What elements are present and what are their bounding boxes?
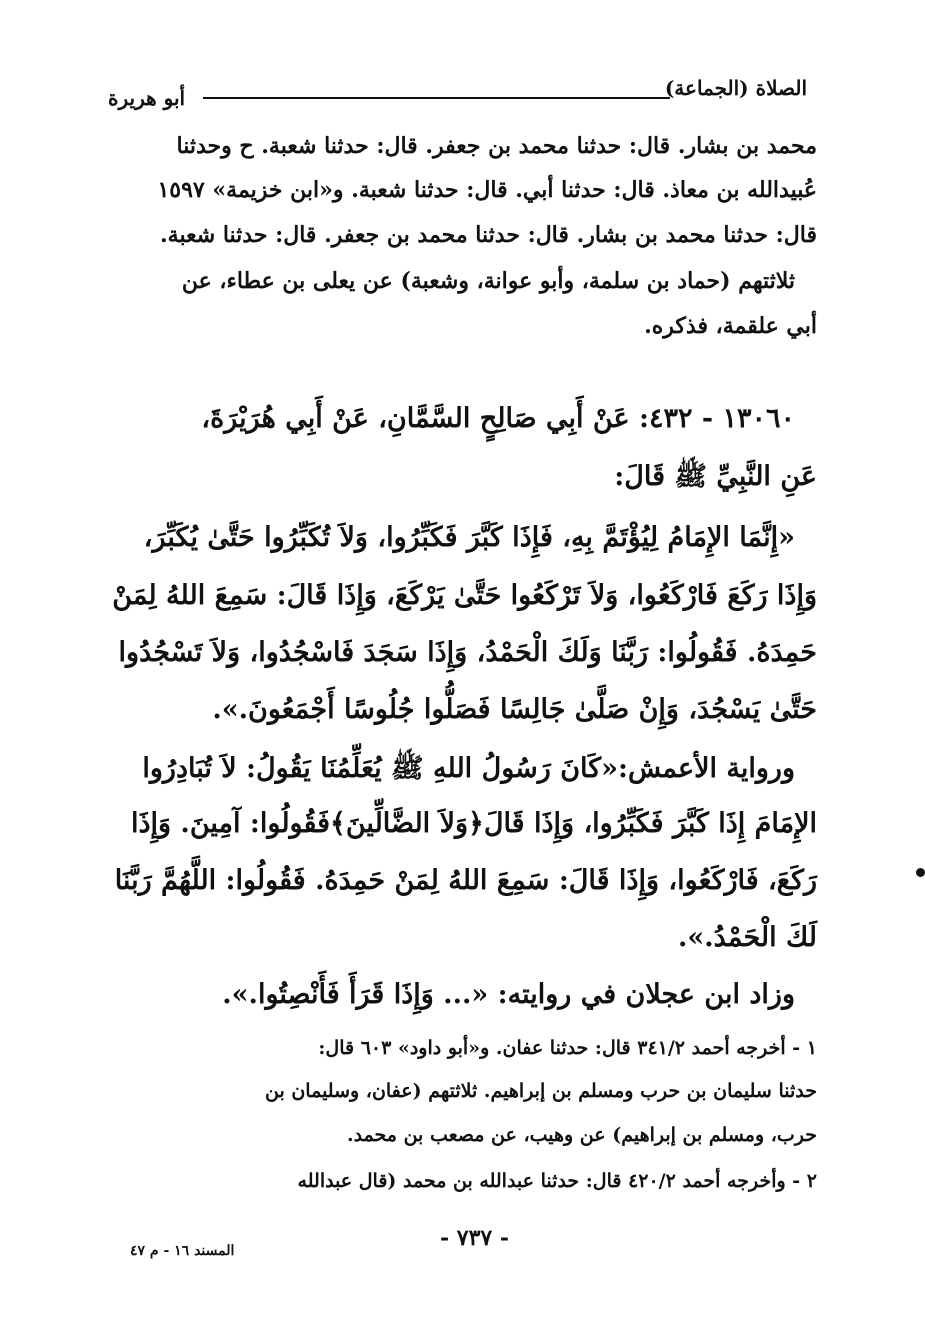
text-line: قال: حدثنا محمد بن بشار. قال: حدثنا محمد بن جعفر. قال: حدثنا شعبة.: [160, 222, 817, 248]
text-line: أبي علقمة، فذكره.: [644, 313, 817, 339]
text-line: ثلاثتهم (حماد بن سلمة، وأبو عوانة، وشعبة) عن يعلى بن عطاء، عن: [181, 268, 795, 294]
matn-line: رَكَعَ، فَارْكَعُوا، وَإِذَا قَالَ: سَمِعَ اللهُ لِمَنْ حَمِدَهُ. فَقُولُوا: اللَّهُمَّ رَبَّنَا: [114, 865, 817, 896]
matn-line: «إِنَّمَا الإِمَامُ لِيُؤْتَمَّ بِهِ، فَإِذَا كَبَّرَ فَكَبِّرُوا، وَلاَ تُكَبِّرُوا حَتَّىٰ يُكَبِّرَ،: [143, 522, 795, 553]
matn-line: لَكَ الْحَمْدُ.».: [678, 922, 817, 953]
matn-line: حَتَّىٰ يَسْجُدَ، وَإِنْ صَلَّىٰ جَالِسًا فَصَلُّوا جُلُوسًا أَجْمَعُونَ.».: [212, 694, 817, 725]
signature-mark: المسند ١٦ - م ٤٧: [130, 1243, 235, 1259]
header-rule: [203, 97, 670, 99]
hadith-heading-line: عَنِ النَّبِيِّ ﷺ قَالَ:: [614, 461, 817, 492]
footnote-line: ٢ - وأخرجه أحمد ٤٢٠/٢ قال: حدثنا عبدالله بن محمد (قال عبدالله: [297, 1170, 817, 1192]
page-number: - ٧٣٧ -: [440, 1225, 510, 1251]
margin-dot: [916, 868, 925, 877]
footnote-line: ١ - أخرجه أحمد ٣٤١/٢ قال: حدثنا عفان. و«أبو داود» ٦٠٣ قال:: [318, 1037, 817, 1059]
running-head-narrator: أبو هريرة: [108, 86, 186, 110]
text-line: عُبيدالله بن معاذ. قال: حدثنا أبي. قال: حدثنا شعبة. و«ابن خزيمة» ١٥٩٧: [157, 177, 817, 203]
matn-line: ورواية الأعمش:«كَانَ رَسُولُ اللهِ ﷺ يُعَلِّمُنَا يَقُولُ: لاَ تُبَادِرُوا: [142, 753, 795, 784]
matn-line: وَإِذَا رَكَعَ فَارْكَعُوا، وَلاَ تَرْكَعُوا حَتَّىٰ يَرْكَعَ، وَإِذَا قَالَ: سَمِعَ اللهُ لِمَنْ: [112, 580, 817, 611]
hadith-heading-line: ١٣٠٦٠ - ٤٣٢: عَنْ أَبِي صَالِحٍ السَّمَّانِ، عَنْ أَبِي هُرَيْرَةَ،: [201, 403, 795, 434]
text-line: محمد بن بشار. قال: حدثنا محمد بن جعفر. قال: حدثنا شعبة. ح وحدثنا: [176, 133, 817, 159]
running-head-section: الصلاة (الجماعة): [664, 76, 807, 100]
matn-line: الإِمَامَ إِذَا كَبَّرَ فَكَبِّرُوا، وَإِذَا قَالَ﴿وَلاَ الضَّالِّينَ﴾فَقُولُوا: آمِينَ. وَإِذَا: [130, 808, 817, 839]
footnote-line: حدثنا سليمان بن حرب ومسلم بن إبراهيم. ثلاثتهم (عفان، وسليمان بن: [264, 1080, 817, 1102]
matn-line: حَمِدَهُ. فَقُولُوا: رَبَّنَا وَلَكَ الْحَمْدُ، وَإِذَا سَجَدَ فَاسْجُدُوا، وَلاَ تَسْجُدُوا: [118, 637, 817, 668]
footnote-line: حرب، ومسلم بن إبراهيم) عن وهيب، عن مصعب بن محمد.: [346, 1124, 817, 1146]
matn-line: وزاد ابن عجلان في روايته: «... وَإِذَا قَرَأَ فَأَنْصِتُوا.».: [222, 979, 795, 1010]
